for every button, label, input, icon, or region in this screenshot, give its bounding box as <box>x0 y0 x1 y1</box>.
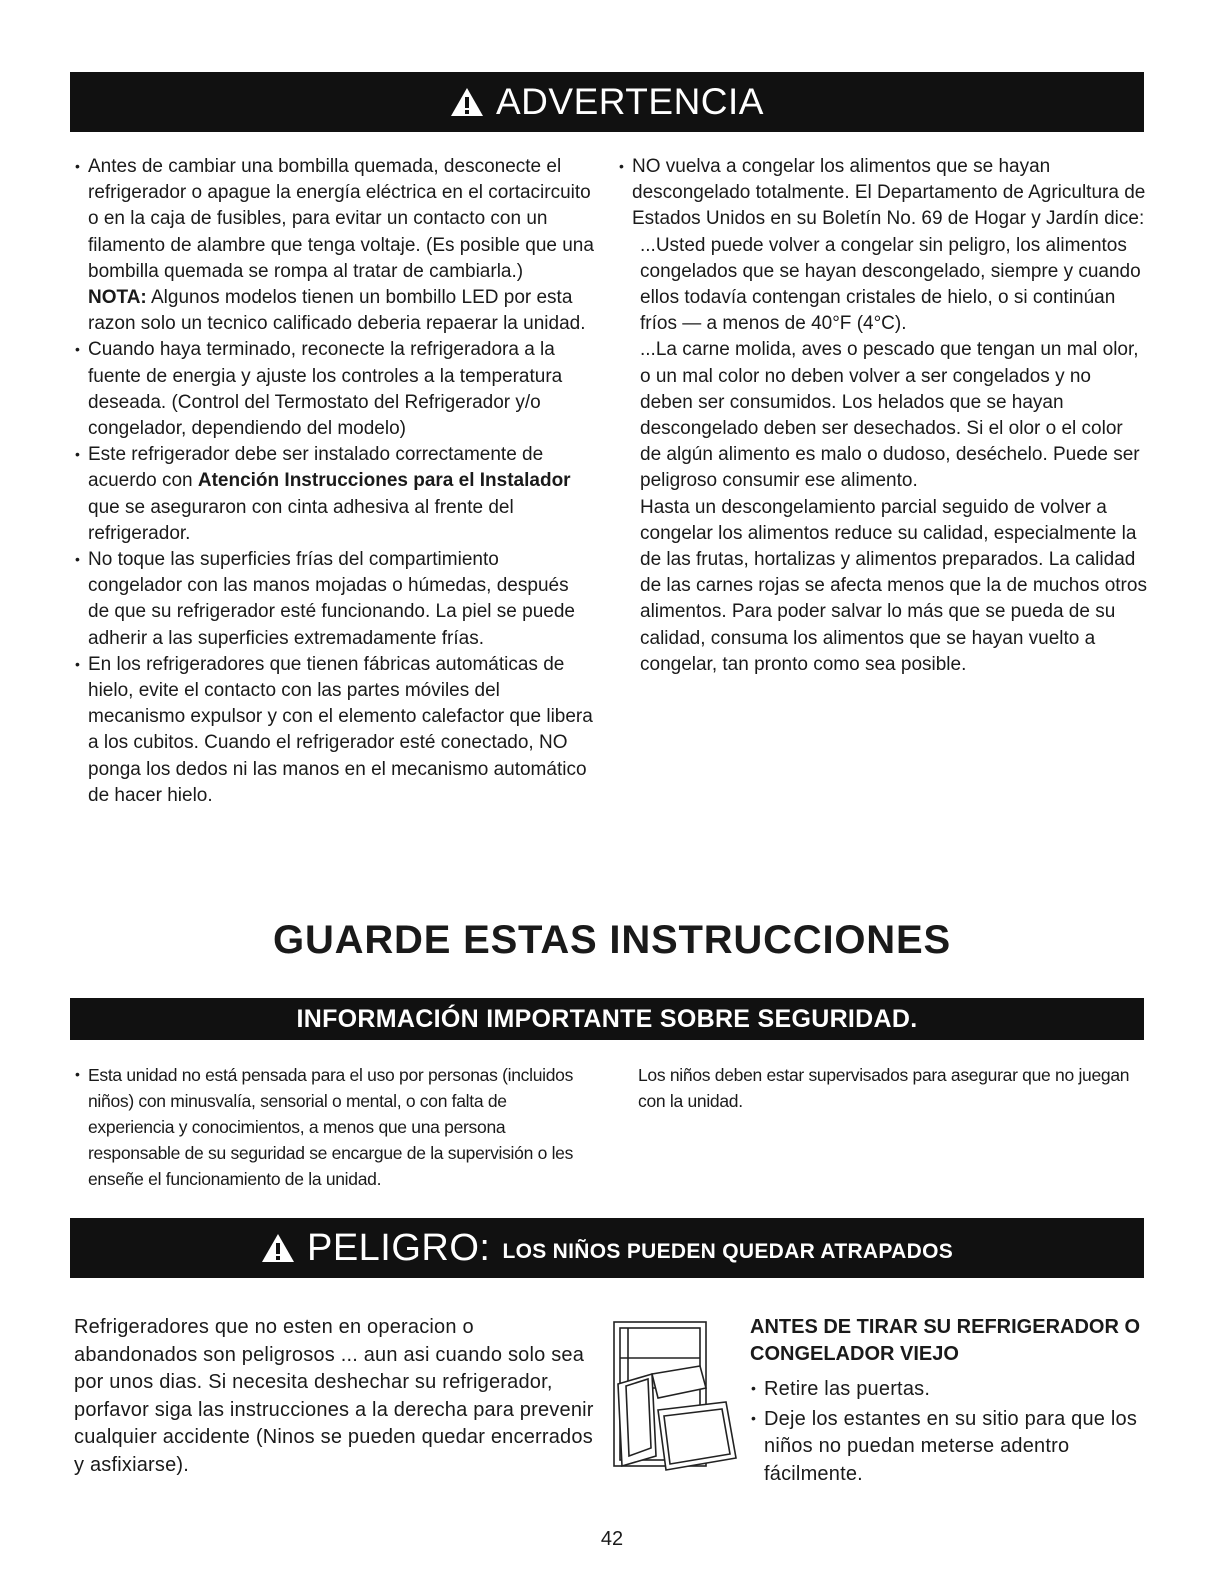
info-header <box>70 998 1144 1040</box>
info-title: INFORMACIÓN IMPORTANTE SOBRE SEGURIDAD. <box>296 1004 918 1033</box>
fridge-illustration <box>608 1318 748 1478</box>
danger-paragraph: Refrigeradores que no esten en operacion o abandonados son peligrosos ... aun asi cuando solo sea por unos dias. Si necesita deshechar su refrigerador, porfavor siga las instrucciones a la derecha para prevenir cualquier accidente (Ninos se pueden quedar encerrados y asfixiarse). <box>74 1316 594 1476</box>
page-number: 42 <box>600 1528 624 1550</box>
peligro-title: PELIGRO: <box>306 1226 491 1269</box>
warning-item: • Cuando haya terminado, reconecte la refrigeradora a la fuente de energia y ajuste los controles a la temperatura deseada. (Control del Termostato del Refrigerador y/o congelador, dependiendo del modelo) <box>74 337 594 442</box>
danger-item: • Deje los estantes en su sitio para que los niños no puedan meterse adentro fácilmente. <box>750 1406 1150 1489</box>
warning-triangle-icon <box>261 1233 295 1263</box>
warning-text: que se aseguraron con cinta adhesiva al frente del refrigerador. <box>88 496 514 544</box>
nota-paragraph <box>74 285 594 337</box>
warning-item: • NO vuelva a congelar los alimentos que se hayan descongelado totalmente. El Departamento de Agricultura de Estados Unidos en su Boletín No. 69 de Hogar y Jardín dice: <box>618 154 1148 233</box>
warning-right-column <box>618 154 1148 678</box>
advertencia-header <box>70 72 1144 132</box>
info-right-column <box>638 1062 1138 1114</box>
quote-paragraph: ...La carne molida, aves o pescado que tengan un mal olor, o un mal color no deben volver a ser congelados y no deben ser consumidos. Los helados que se hayan descongelado deben ser desechados. Si el olor o el color de algún alimento es malo o dudoso, deséchelo. Puede ser peligroso consumir ese alimento. <box>640 339 1140 492</box>
warning-item: • Antes de cambiar una bombilla quemada, desconecte el refrigerador o apague la energía eléctrica en el cortacircuito o en la caja de fusibles, para evitar un contacto con un filamento de alambre que tenga voltaje. (Es posible que una bombilla quemada se rompa al tratar de cambiarla.) <box>74 154 594 285</box>
info-paragraph: Los niños deben estar supervisados para asegurar que no juegan con la unidad. <box>638 1065 1130 1111</box>
nota-label: NOTA: <box>88 287 147 309</box>
warning-item <box>74 442 594 547</box>
peligro-subtitle: LOS NIÑOS PUEDEN QUEDAR ATRAPADOS <box>502 1240 954 1263</box>
quote-paragraph: ...Usted puede volver a congelar sin peligro, los alimentos congelados que se hayan descongelado, siempre y cuando ellos todavía contengan cristales de hielo, o si continúan fríos — a menos de 40°F (4°C). <box>640 234 1141 335</box>
warning-bold-text: Atención Instrucciones para el Instalador <box>197 470 571 492</box>
danger-right-column <box>750 1314 1150 1490</box>
info-left-column <box>74 1062 594 1192</box>
warning-item: • No toque las superficies frías del compartimiento congelador con las manos mojadas o húmedas, después de que su refrigerador esté funcionando. La piel se puede adherir a las superficies extremadamente frías. <box>74 547 594 652</box>
advertencia-title: ADVERTENCIA <box>496 81 764 122</box>
nota-text: Algunos modelos tienen un bombillo LED por esta razon solo un tecnico calificado deberia repaerar la unidad. <box>88 287 586 335</box>
danger-right-title: ANTES DE TIRAR SU REFRIGERADOR O CONGELADOR VIEJO <box>750 1316 1141 1365</box>
danger-item: • Retire las puertas. <box>750 1376 1150 1404</box>
warning-left-column <box>74 154 594 809</box>
info-item: • Esta unidad no está pensada para el uso por personas (incluidos niños) con minusvalía, sensorial o mental, o con falta de experiencia y conocimientos, a menos que una persona responsable de su seguridad se encargue de la supervisión o les enseñe el funcionamiento de la unidad. <box>74 1062 594 1192</box>
body-paragraph: Hasta un descongelamiento parcial seguido de volver a congelar los alimentos reduce su calidad, especialmente la de las frutas, hortalizas y alimentos preparados. La calidad de las carnes rojas se afecta menos que la de muchos otros alimentos. Para poder salvar lo más que se pueda de su calidad, consuma los alimentos que se hayan vuelto a congelar, tan pronto como sea posible. <box>640 496 1147 675</box>
guarde-heading: GUARDE ESTAS INSTRUCCIONES <box>273 918 951 962</box>
peligro-header <box>70 1218 1144 1278</box>
warning-item: • En los refrigeradores que tienen fábricas automáticas de hielo, evite el contacto con las partes móviles del mecanismo expulsor y con el elemento calefactor que libera a los cubitos. Cuando el refrigerador esté conectado, NO ponga los dedos ni las manos en el mecanismo automático de hacer hielo. <box>74 652 594 809</box>
warning-triangle-icon <box>450 87 484 117</box>
danger-left-column <box>74 1314 594 1479</box>
warning-text: Este refrigerador debe ser instalado correctamente de acuerdo con <box>88 444 544 492</box>
